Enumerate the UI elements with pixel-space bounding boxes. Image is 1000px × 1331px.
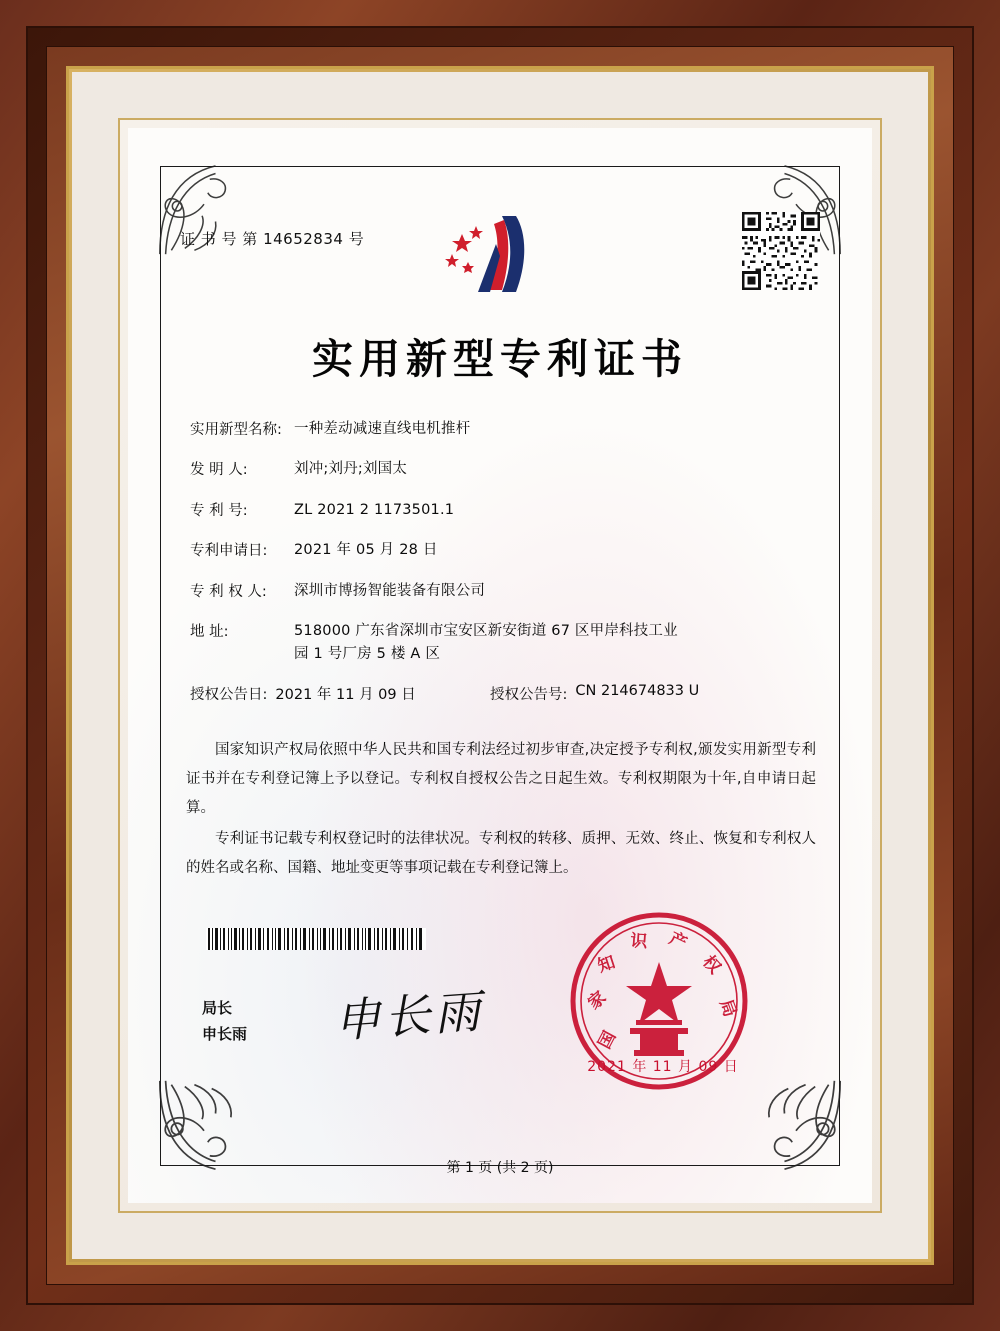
field-value: 2021 年 05 月 28 日	[294, 542, 438, 559]
field-list	[190, 418, 810, 704]
field-label: 发 明 人:	[190, 462, 248, 479]
certificate-paper	[128, 128, 872, 1203]
svg-text:国: 国	[594, 1027, 621, 1053]
svg-text:知: 知	[595, 952, 618, 977]
barcode	[206, 928, 426, 950]
svg-text:权: 权	[698, 951, 725, 978]
qr-code	[742, 212, 820, 290]
director-title: 局长	[202, 999, 233, 1017]
handwritten-signature: 申长雨	[332, 983, 486, 1049]
field-value: 一种差动减速直线电机推杆	[294, 421, 471, 437]
grant-date-value: 2021 年 11 月 09 日	[275, 687, 416, 704]
field-row	[190, 458, 810, 480]
svg-text:产: 产	[665, 928, 690, 954]
grant-row	[190, 683, 810, 704]
signature-block	[202, 996, 247, 1047]
field-value: 刘冲;刘丹;刘国太	[294, 461, 408, 478]
field-value: ZL 2021 2 1173501.1	[294, 501, 455, 518]
field-label: 实用新型名称:	[190, 422, 282, 438]
page-title: 实用新型专利证书	[312, 335, 688, 383]
svg-text:家: 家	[584, 987, 611, 1014]
field-row	[190, 580, 810, 602]
field-row	[190, 499, 810, 521]
field-row	[190, 418, 810, 440]
cnipa-logo	[428, 210, 568, 302]
director-name: 申长雨	[202, 1024, 248, 1043]
grant-date-cell	[190, 683, 490, 704]
paragraph: 国家知识产权局依照中华人民共和国专利法经过初步审查,决定授予专利权,颁发实用新型专利证书并在专利登记簿上予以登记。专利权自授权公告之日起生效。专利权期限为十年,自申请日起算。	[186, 742, 816, 816]
field-value	[294, 620, 810, 665]
field-label: 专利申请日:	[190, 543, 268, 560]
seal-date: 2021 年 11 月 09 日	[587, 1059, 739, 1075]
grant-date-label: 授权公告日:	[190, 687, 268, 704]
grant-number-cell	[490, 683, 699, 704]
grant-number-value: CN 214674833 U	[575, 683, 700, 700]
svg-text:识: 识	[629, 931, 649, 953]
legal-text	[186, 736, 816, 885]
svg-text:局: 局	[715, 996, 740, 1020]
field-row-address	[190, 620, 810, 665]
page-footer: 第 1 页 (共 2 页)	[446, 1160, 554, 1176]
address-line-1: 518000 广东省深圳市宝安区新安街道 67 区甲岸科技工业	[294, 623, 678, 640]
address-line-2: 园 1 号厂房 5 楼 A 区	[294, 645, 441, 662]
field-value: 深圳市博扬智能装备有限公司	[294, 582, 486, 599]
field-label: 地 址:	[190, 624, 229, 641]
paragraph: 专利证书记载专利权登记时的法律状况。专利权的转移、质押、无效、终止、恢复和专利权人的姓名或名称、国籍、地址变更等事项记载在专利登记簿上。	[186, 831, 816, 876]
field-label: 专 利 权 人:	[190, 583, 267, 600]
field-label: 专 利 号:	[190, 502, 248, 519]
field-row	[190, 539, 810, 561]
certificate-number: 证 书 号 第 14652834 号	[180, 230, 365, 248]
grant-number-label: 授权公告号:	[490, 687, 568, 704]
